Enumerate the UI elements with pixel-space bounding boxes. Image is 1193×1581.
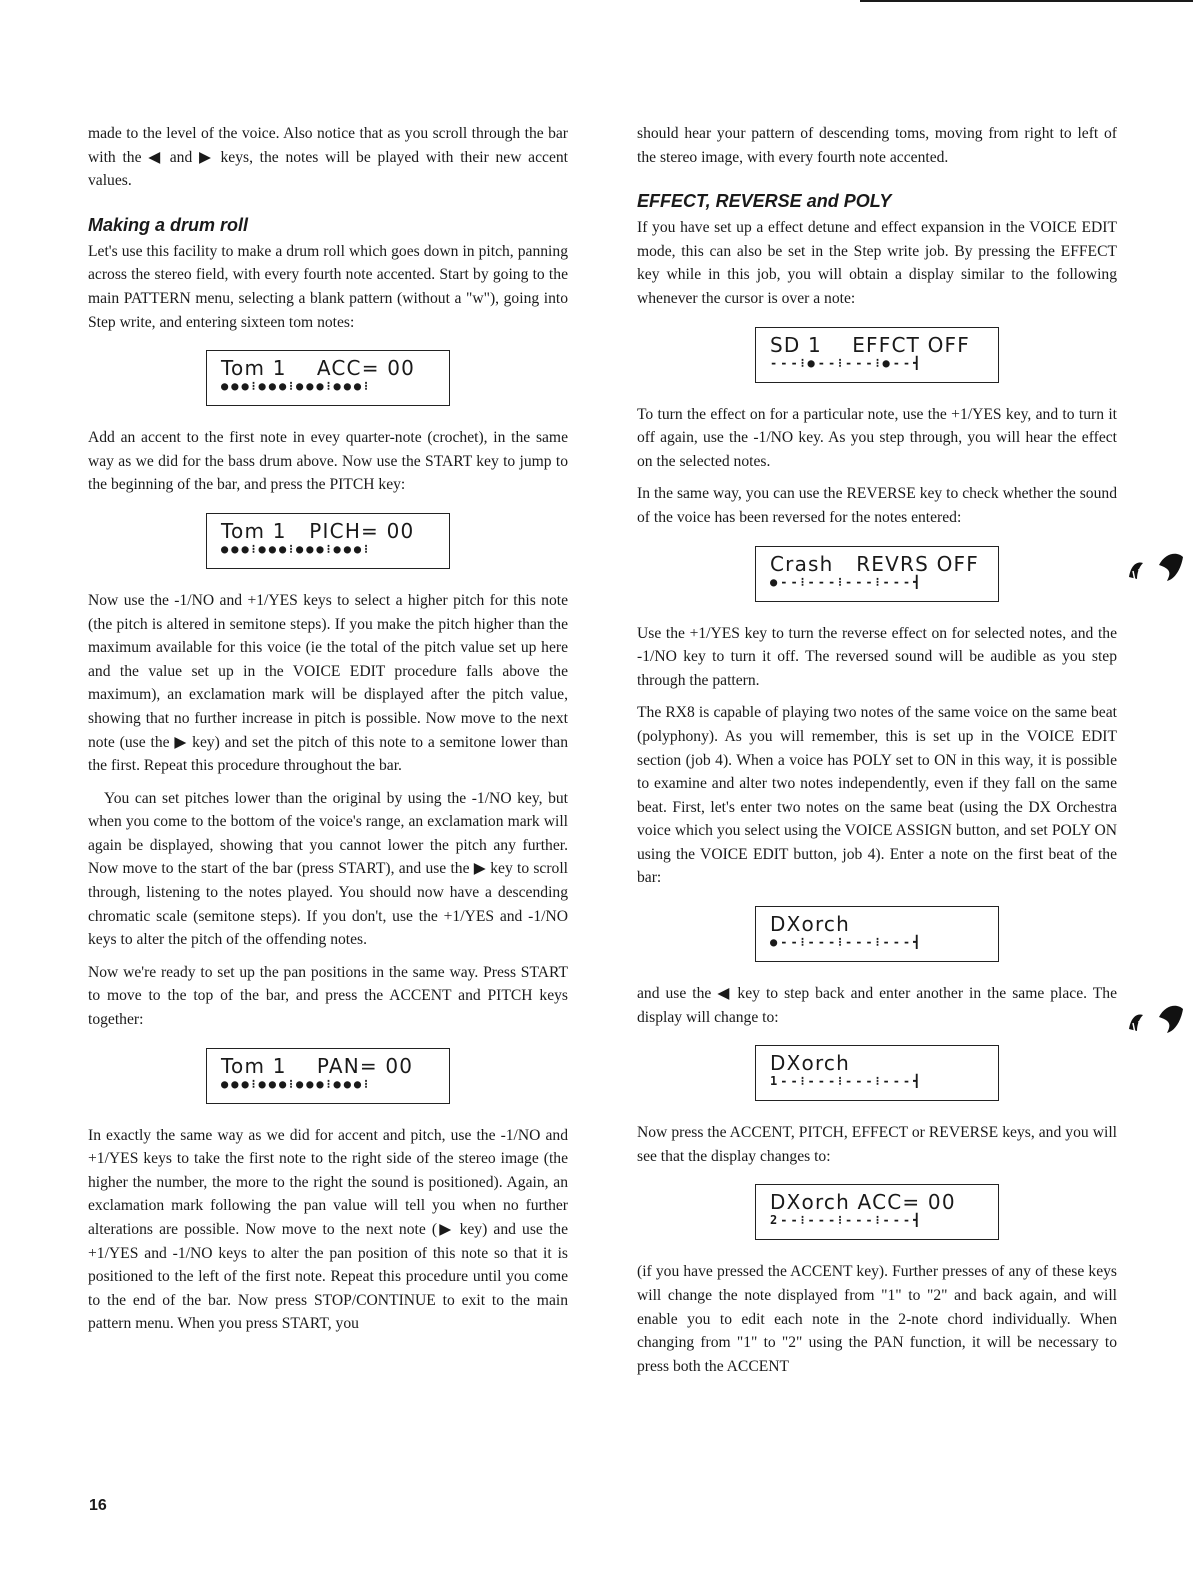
lcd-display [206, 513, 450, 569]
section-heading: EFFECT, REVERSE and POLY [637, 191, 892, 212]
paragraph: (if you have pressed the ACCENT key). Further presses of any of these keys will change the note displayed from "1" to "2" and back again, and will enable you to edit each note in the 2-note chord individually. When changing from "1" to "2" using the PAN function, it will be necessary to press both the ACCENT [637, 1263, 1117, 1375]
page-number: 16 [89, 1497, 107, 1514]
lcd-line-1: Tom 1 ACC= 00 [221, 356, 416, 381]
paragraph: In exactly the same way as we did for accent and pitch, use the -1/NO and +1/YES keys to take the first note to the right side of the stereo image (the higher the number, the more to the right the sound is positioned). Again, an exclamation mark following the pan value will tell you when no further alterations are possible. Now move to the next note (▶ key) and use the +1/YES and -1/NO keys to alter the pan position of this note so that it is positioned to the left of the first note. Repeat this procedure until you come to the end of the bar. Now press STOP/CONTINUE to exit to the main pattern menu. When you press START, you [88, 1126, 568, 1333]
binder-mark-icon [1125, 543, 1185, 583]
paragraph: Let's use this facility to make a drum roll which goes down in pitch, panning across the stereo field, with every fourth note accented. Start by going to the main PATTERN menu, selecting a blank pattern (without a "w"), going into Step write, and entering sixteen tom notes: [88, 242, 568, 331]
lcd-line-2: ●--⁝---⁝---⁝---┫ [770, 935, 924, 950]
lcd-line-1: DXorch [770, 912, 850, 937]
binder-mark-icon [1125, 995, 1185, 1035]
lcd-display [755, 1045, 999, 1101]
paragraph: The RX8 is capable of playing two notes of the same voice on the same beat (polyphony). As you will remember, this is set up in the VOICE EDIT section (job 4). When a voice has POLY set to ON in this way, it is possible to examine and alter two notes independently, even if they fall on the same beat. First, let's enter two notes on the same beat (using the DX Orchestra voice which you select using the VOICE ASSIGN button, and set POLY ON using the VOICE EDIT button, job 4). Enter a note on the first beat of the bar: [637, 704, 1117, 887]
lcd-line-2: ●●●⁝●●●⁝●●●⁝●●●⁝ [221, 379, 371, 394]
lcd-display [755, 546, 999, 602]
paragraph: To turn the effect on for a particular note, use the +1/YES key, and to turn it off again, use the -1/NO key. As you step through, you will hear the effect on the selected notes. [637, 405, 1117, 470]
lcd-line-2: 1--⁝---⁝---⁝---┫ [770, 1074, 924, 1089]
lcd-line-1: Tom 1 PICH= 00 [221, 518, 415, 543]
lcd-display [755, 327, 999, 383]
lcd-line-2: ●●●⁝●●●⁝●●●⁝●●●⁝ [221, 1076, 371, 1091]
lcd-line-1: Crash REVRS OFF [770, 551, 979, 576]
top-rule [860, 0, 1193, 2]
lcd-line-1: Tom 1 PAN= 00 [221, 1053, 414, 1078]
section-heading: Making a drum roll [88, 214, 249, 235]
paragraph: Now we're ready to set up the pan positions in the same way. Press START to move to the top of the bar, and press the ACCENT and PITCH keys together: [88, 963, 568, 1029]
lcd-line-2: ●●●⁝●●●⁝●●●⁝●●●⁝ [221, 541, 371, 556]
left-column [88, 122, 568, 1345]
lcd-line-1: DXorch [770, 1051, 850, 1076]
paragraph: should hear your pattern of descending toms, moving from right to left of the stereo image, with every fourth note accented. [637, 125, 1117, 166]
lcd-display [755, 906, 999, 962]
lcd-line-1: DXorch ACC= 00 [770, 1190, 956, 1215]
paragraph: You can set pitches lower than the original by using the -1/NO key, but when you come to the bottom of the voice's range, an exclamation mark will again be displayed, showing that you cannot lower the pitch any further. Now move to the start of the bar (press START), and use the ▶ key to scroll through, listening to the notes played. You should now have a descending chromatic scale (semitone steps). If you don't, use the +1/YES and -1/NO keys to alter the pitch of the offending notes. [88, 789, 568, 949]
paragraph: and use the ◀ key to step back and enter another in the same place. The display will change to: [637, 985, 1117, 1026]
lcd-line-1: SD 1 EFFCT OFF [770, 332, 970, 357]
lcd-display [206, 350, 450, 406]
lcd-line-2: ---⁝●--⁝---⁝●--┫ [770, 355, 924, 370]
lcd-display [206, 1048, 450, 1104]
lcd-line-2: ●--⁝---⁝---⁝---┫ [770, 574, 924, 589]
paragraph: Now press the ACCENT, PITCH, EFFECT or REVERSE keys, and you will see that the display changes to: [637, 1124, 1117, 1165]
paragraph: Now use the -1/NO and +1/YES keys to select a higher pitch for this note (the pitch is altered in semitone steps). If you make the pitch higher than the maximum available for this voice (ie the total of the pitch value set up here and the value set up in the VOICE EDIT procedure falls above the maximum), an exclamation mark will be displayed after the pitch value, showing that no further increase in pitch is possible. Now move to the next note (use the ▶ key) and set the pitch of this note to a semitone lower than the first. Repeat this procedure throughout the bar. [88, 591, 568, 775]
paragraph: In the same way, you can use the REVERSE key to check whether the sound of the voice has been reversed for the notes entered: [637, 485, 1117, 526]
lcd-display [755, 1184, 999, 1240]
right-column [637, 122, 1117, 1387]
paragraph: If you have set up a effect detune and effect expansion in the VOICE EDIT mode, this can also be set in the Step write job. By pressing the EFFECT key while in this job, you will obtain a display similar to the following whenever the cursor is over a note: [637, 219, 1117, 307]
paragraph: Add an accent to the first note in evey quarter-note (crochet), in the same way as we did for the bass drum above. Now use the START key to jump to the beginning of the bar, and press the PITCH key: [88, 429, 568, 494]
lcd-line-2: 2--⁝---⁝---⁝---┫ [770, 1213, 924, 1228]
paragraph: Use the +1/YES key to turn the reverse effect on for selected notes, and the -1/NO key to turn it off. The reversed sound will be audible as you step through the pattern. [637, 624, 1117, 689]
paragraph: made to the level of the voice. Also notice that as you scroll through the bar with the ◀ and ▶ keys, the notes will be played with their new accent values. [88, 125, 568, 190]
